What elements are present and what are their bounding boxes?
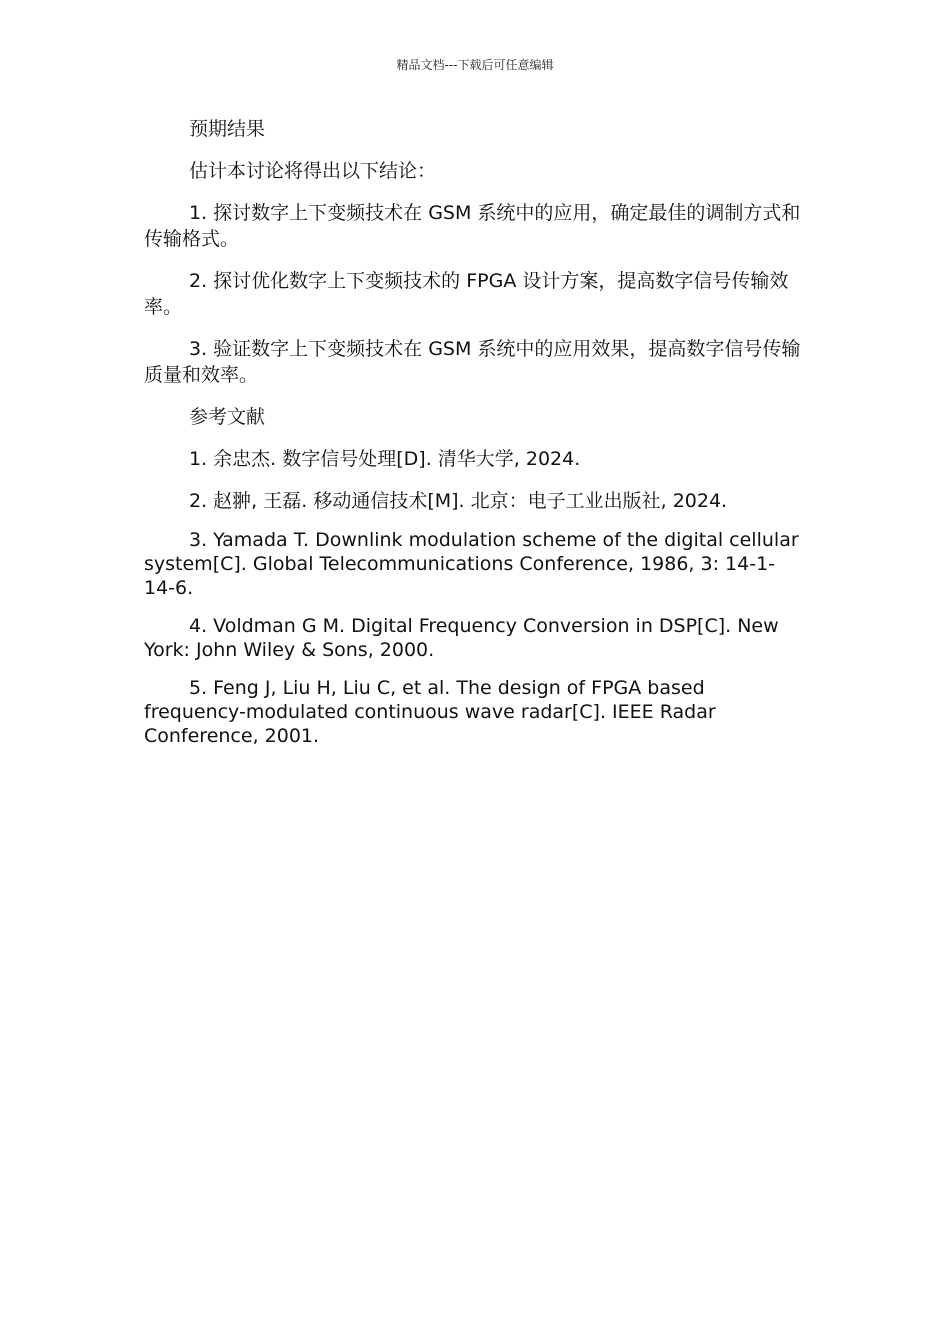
section-title-expected-results: 预期结果 xyxy=(189,118,266,140)
document-body xyxy=(144,116,804,748)
page-header: 精品文档---下载后可任意编辑 xyxy=(396,58,554,72)
reference-item: 3. Yamada T. Downlink modulation scheme of the digital cellular system[C]. Global Telecommunications Conference, 1986, 3: 14-1-14-6. xyxy=(144,529,799,599)
section-title-references: 参考文献 xyxy=(189,406,266,428)
conclusion-item: 2. 探讨优化数字上下变频技术的 FPGA 设计方案，提高数字信号传输效率。 xyxy=(144,270,789,318)
conclusion-item: 3. 验证数字上下变频技术在 GSM 系统中的应用效果，提高数字信号传输质量和效率。 xyxy=(144,338,801,386)
reference-item: 4. Voldman G M. Digital Frequency Conversion in DSP[C]. New York: John Wiley & Sons, 2000. xyxy=(144,615,779,661)
reference-item: 5. Feng J, Liu H, Liu C, et al. The design of FPGA based frequency-modulated continuous wave radar[C]. IEEE Radar Conference, 2001. xyxy=(144,677,716,747)
expected-results-intro: 估计本讨论将得出以下结论： xyxy=(189,160,437,182)
reference-item: 2. 赵翀, 王磊. 移动通信技术[M]. 北京：电子工业出版社, 2024. xyxy=(189,490,728,512)
reference-item: 1. 余忠杰. 数字信号处理[D]. 清华大学, 2024. xyxy=(189,448,581,470)
conclusion-item: 1. 探讨数字上下变频技术在 GSM 系统中的应用，确定最佳的调制方式和传输格式。 xyxy=(144,202,801,250)
